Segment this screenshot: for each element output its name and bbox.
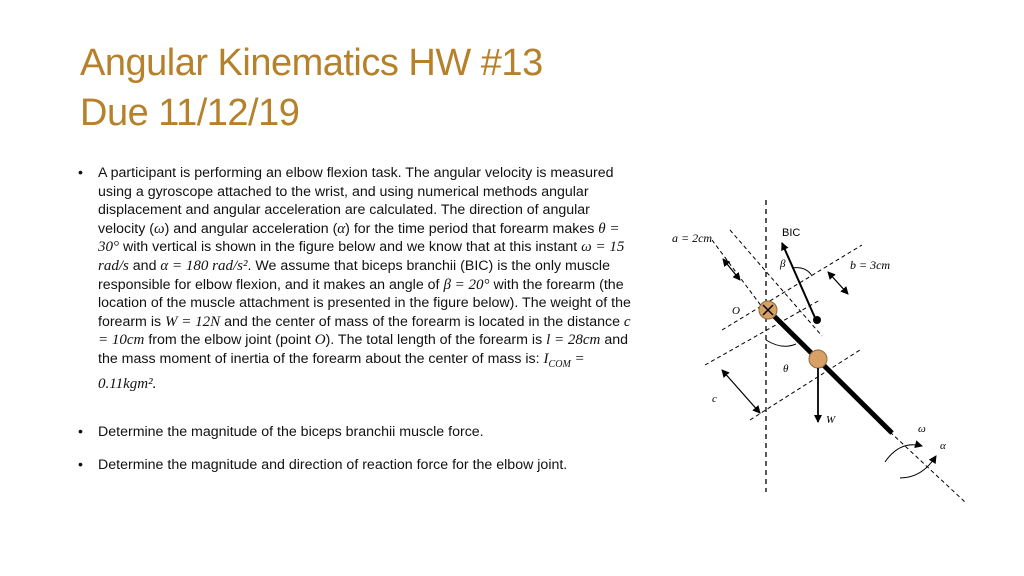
label-a: a = 2cm	[672, 231, 713, 245]
title-line-2: Due 11/12/19	[80, 92, 300, 134]
omega-symbol: ω	[153, 220, 165, 237]
label-bic: BIC	[782, 227, 801, 239]
label-theta: θ	[783, 363, 789, 375]
label-omega: ω	[918, 423, 926, 435]
problem-text: ). The total length of the forearm is	[325, 332, 547, 349]
problem-text: with vertical is shown in the figure below and we know that at this instant	[119, 239, 582, 256]
problem-text: and	[128, 257, 161, 274]
theta-angle-arc	[766, 340, 796, 346]
theta-equation: θ = 30°	[98, 220, 620, 256]
problem-text: and the center of mass of the forearm is located in the distance	[220, 313, 624, 330]
problem-text: from the elbow joint (point	[144, 332, 315, 349]
problem-text: with the forearm (the location of the muscle attachment is presented in the figure below). The weight of the forearm is	[98, 276, 631, 330]
inertia-value: = 0.11kgm².	[98, 350, 585, 392]
bullet-dot: •	[78, 165, 83, 181]
dimension-c-arrow-2	[722, 370, 760, 413]
alpha-equation: α = 180 rad/s²	[160, 257, 248, 274]
perpendicular-line-top-left	[712, 240, 768, 315]
problem-text: and the mass moment of inertia of the forearm about the center of mass is:	[98, 332, 629, 367]
omega-arrow	[885, 445, 922, 462]
label-beta: β	[780, 258, 786, 270]
bic-attachment-point	[813, 316, 821, 324]
o-symbol: O	[314, 332, 326, 349]
problem-text: ) and angular acceleration (	[164, 220, 338, 237]
alpha-symbol: α	[337, 220, 346, 237]
bic-force-arrow	[782, 243, 816, 320]
problem-text: . We assume that biceps branchii (BIC) is the only muscle responsible for elbow flexion, and it makes an angle of	[98, 257, 610, 293]
beta-equation: β = 20°	[443, 276, 490, 293]
omega-equation: ω = 15 rad/s	[98, 239, 625, 274]
inertia-subscript: COM	[548, 358, 571, 370]
label-w: W	[826, 414, 836, 426]
label-o: O	[732, 305, 740, 317]
dimension-b-arrow-2	[828, 272, 848, 294]
perpendicular-line-upper	[722, 245, 862, 330]
label-alpha: α	[940, 440, 946, 452]
center-of-mass	[809, 350, 827, 368]
bullet-dot: •	[78, 456, 83, 473]
problem-text: A participant is performing an elbow flexion task. The angular velocity is measured using a gyroscope attached to the wrist, and using numerical methods angular displacement and angular acceleration are calculated. The direction of angular velocity (	[98, 165, 614, 237]
alpha-arrow	[900, 456, 936, 478]
label-c: c	[712, 393, 717, 405]
inertia-symbol: I	[543, 350, 549, 367]
question-1-text: Determine the magnitude of the biceps branchii muscle force.	[98, 424, 484, 441]
problem-text: ) for the time period that forearm makes	[345, 220, 599, 237]
length-equation: l = 28cm	[546, 332, 601, 349]
weight-equation: W = 12N	[165, 313, 221, 330]
c-equation: c = 10cm	[98, 313, 631, 349]
label-b: b = 3cm	[850, 258, 891, 272]
dimension-a-arrow-2	[723, 259, 740, 280]
question-2-text: Determine the magnitude and direction of reaction force for the elbow joint.	[98, 456, 568, 473]
title-line-1: Angular Kinematics HW #13	[80, 42, 543, 84]
bullet-dot: •	[78, 424, 83, 441]
